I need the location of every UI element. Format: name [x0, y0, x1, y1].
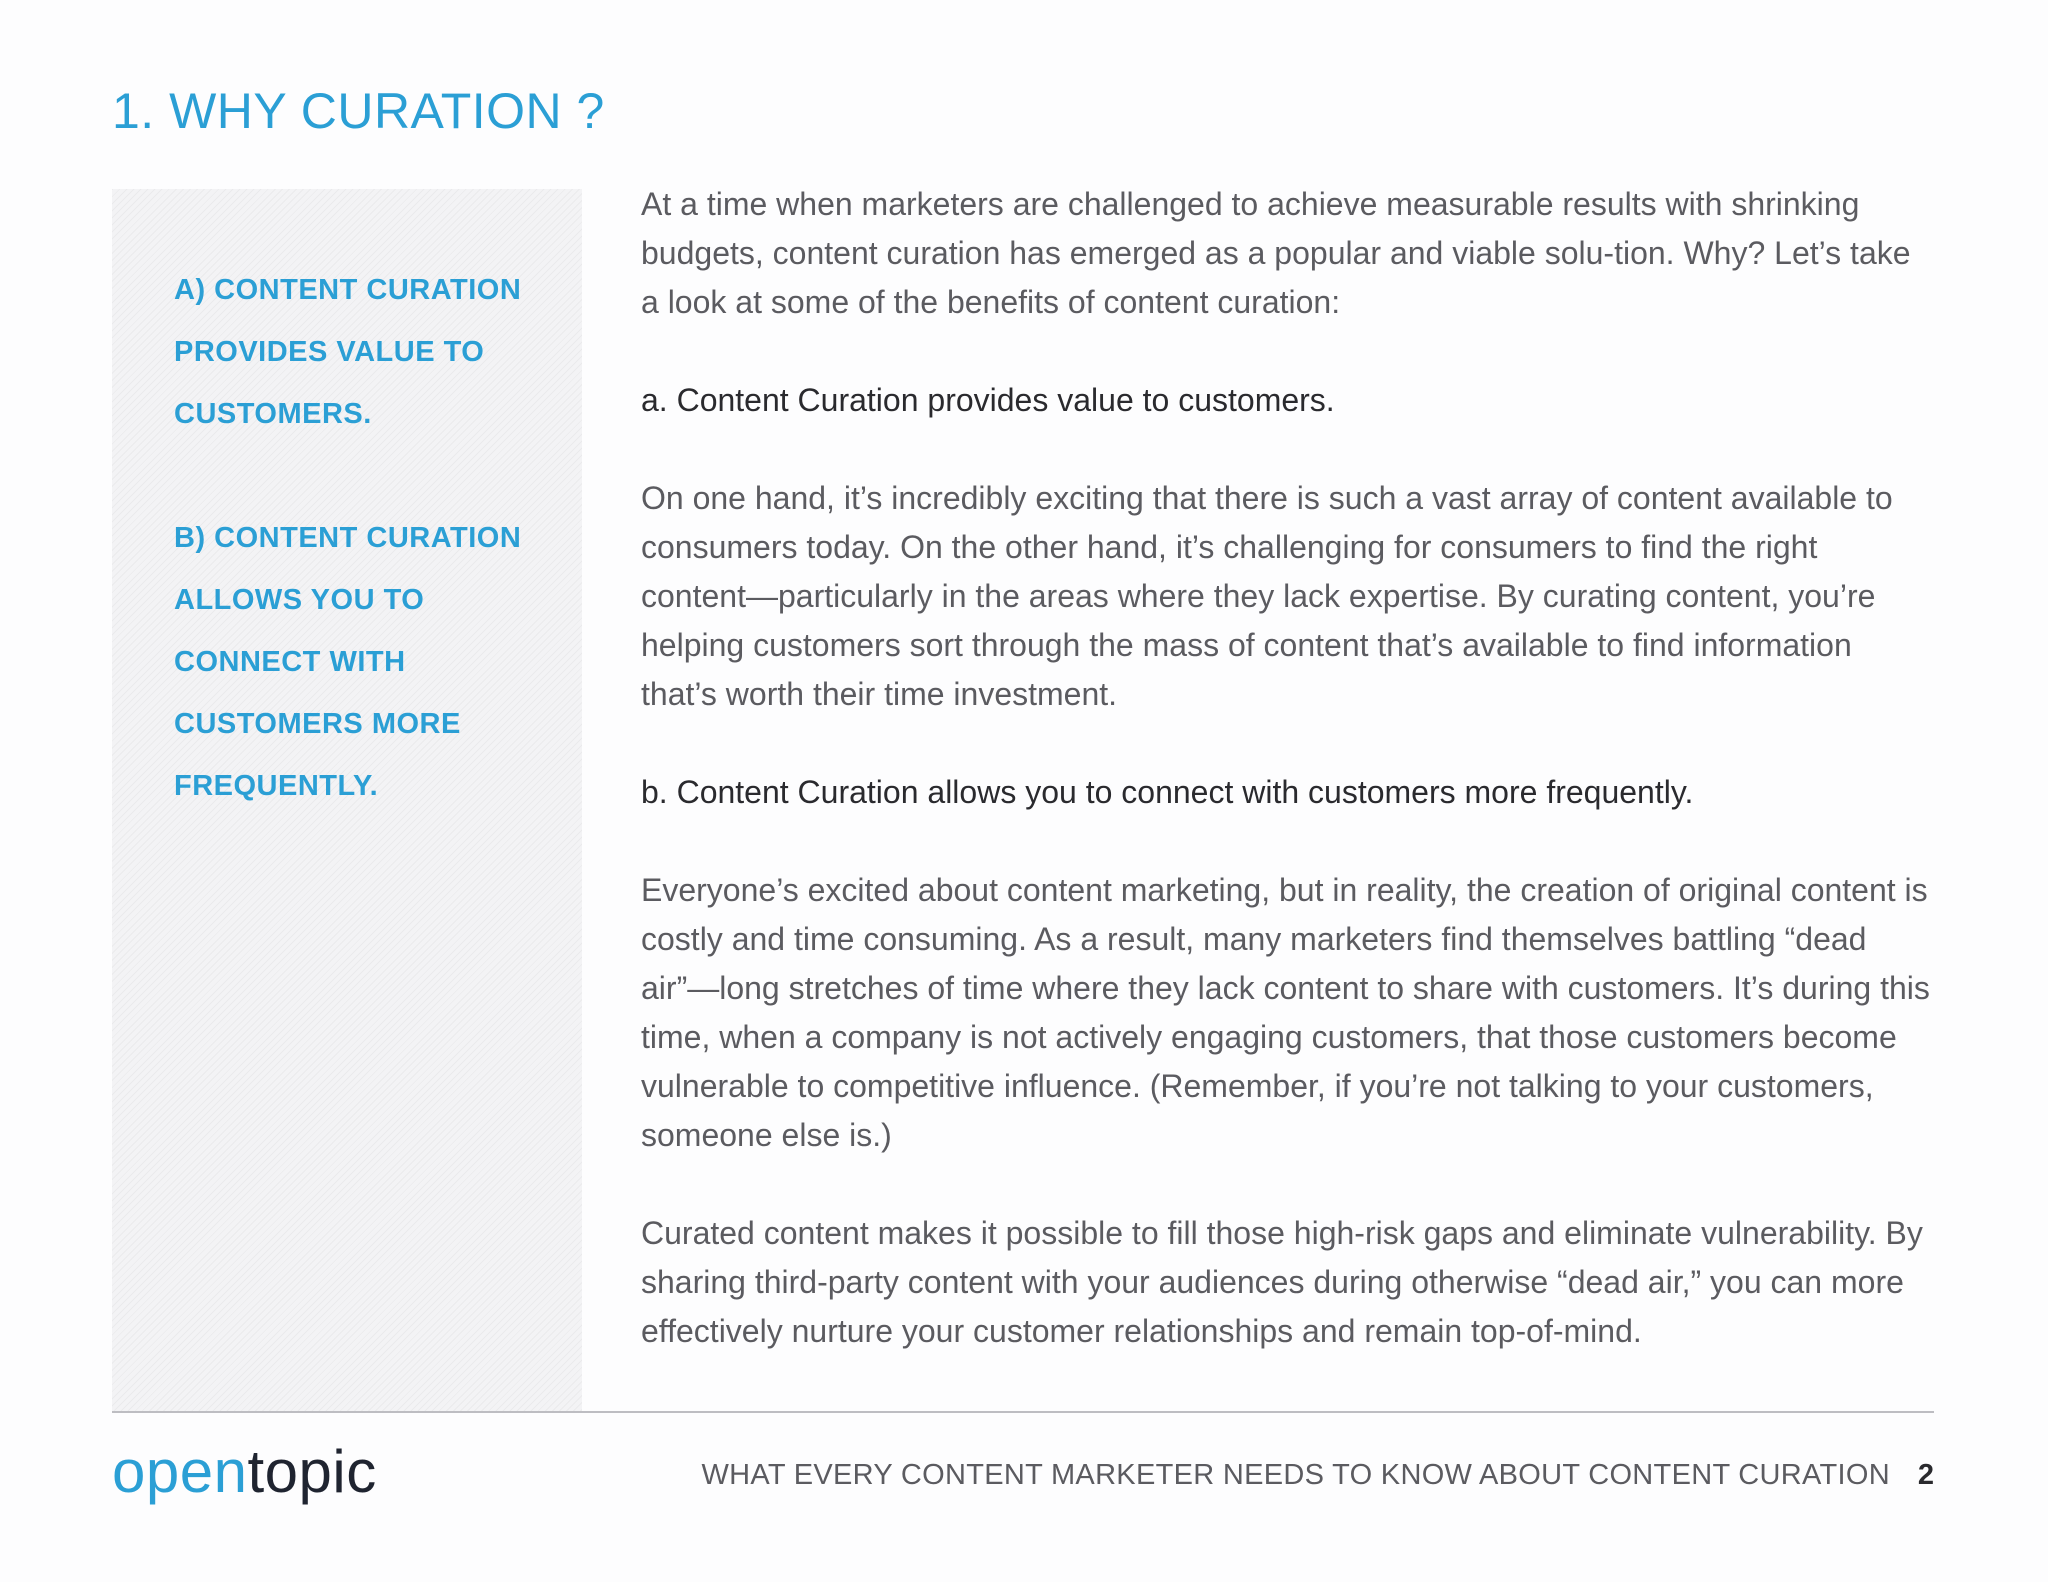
footer-divider — [112, 1411, 1934, 1413]
subheading-a: a. Content Curation provides value to customers. — [641, 382, 1335, 418]
logo-part-open: open — [112, 1438, 248, 1505]
page-title: 1. WHY CURATION ? — [112, 83, 605, 139]
logo-part-topic: topic — [247, 1438, 377, 1505]
sidebar-callout-a: A) CONTENT CURATION PROVIDES VALUE TO CUSTOMERS. — [174, 274, 522, 430]
paragraph-b1: Everyone’s excited about content marketing, but in reality, the creation of original content is costly and time consuming. As a result, many marketers find themselves battling “dead air”—long stretches of time where they lack content to share with customers. It’s during this time, when a company is not actively engaging customers, that those customers become vulnerable to competitive influence. (Remember, if you’re not talking to your customers, someone else is.) — [641, 872, 1930, 1153]
sidebar-callout-b: B) CONTENT CURATION ALLOWS YOU TO CONNECT WITH CUSTOMERS MORE FREQUENTLY. — [174, 522, 522, 802]
page-number: 2 — [1917, 1459, 1934, 1491]
opentopic-logo — [112, 1437, 377, 1506]
sidebar-callouts — [112, 189, 582, 1411]
paragraph-b2: Curated content makes it possible to fill those high-risk gaps and eliminate vulnerability. By sharing third-party content with your audiences during otherwise “dead air,” you can more effectively nurture your customer relationships and remain top-of-mind. — [641, 1215, 1923, 1349]
main-content — [641, 180, 1931, 1356]
intro-paragraph: At a time when marketers are challenged to achieve measurable results with shrinking budgets, content curation has emerged as a popular and viable solu-tion. Why? Let’s take a look at some of the benefits of content curation: — [641, 186, 1911, 320]
subheading-b: b. Content Curation allows you to connect with customers more frequently. — [641, 774, 1694, 810]
paragraph-a: On one hand, it’s incredibly exciting that there is such a vast array of content available to consumers today. On the other hand, it’s challenging for consumers to find the right content—particularly in the areas where they lack expertise. By curating content, you’re helping customers sort through the mass of content that’s available to find information that’s worth their time investment. — [641, 480, 1893, 712]
footer-document-title: WHAT EVERY CONTENT MARKETER NEEDS TO KNOW ABOUT CONTENT CURATION — [701, 1459, 1890, 1491]
